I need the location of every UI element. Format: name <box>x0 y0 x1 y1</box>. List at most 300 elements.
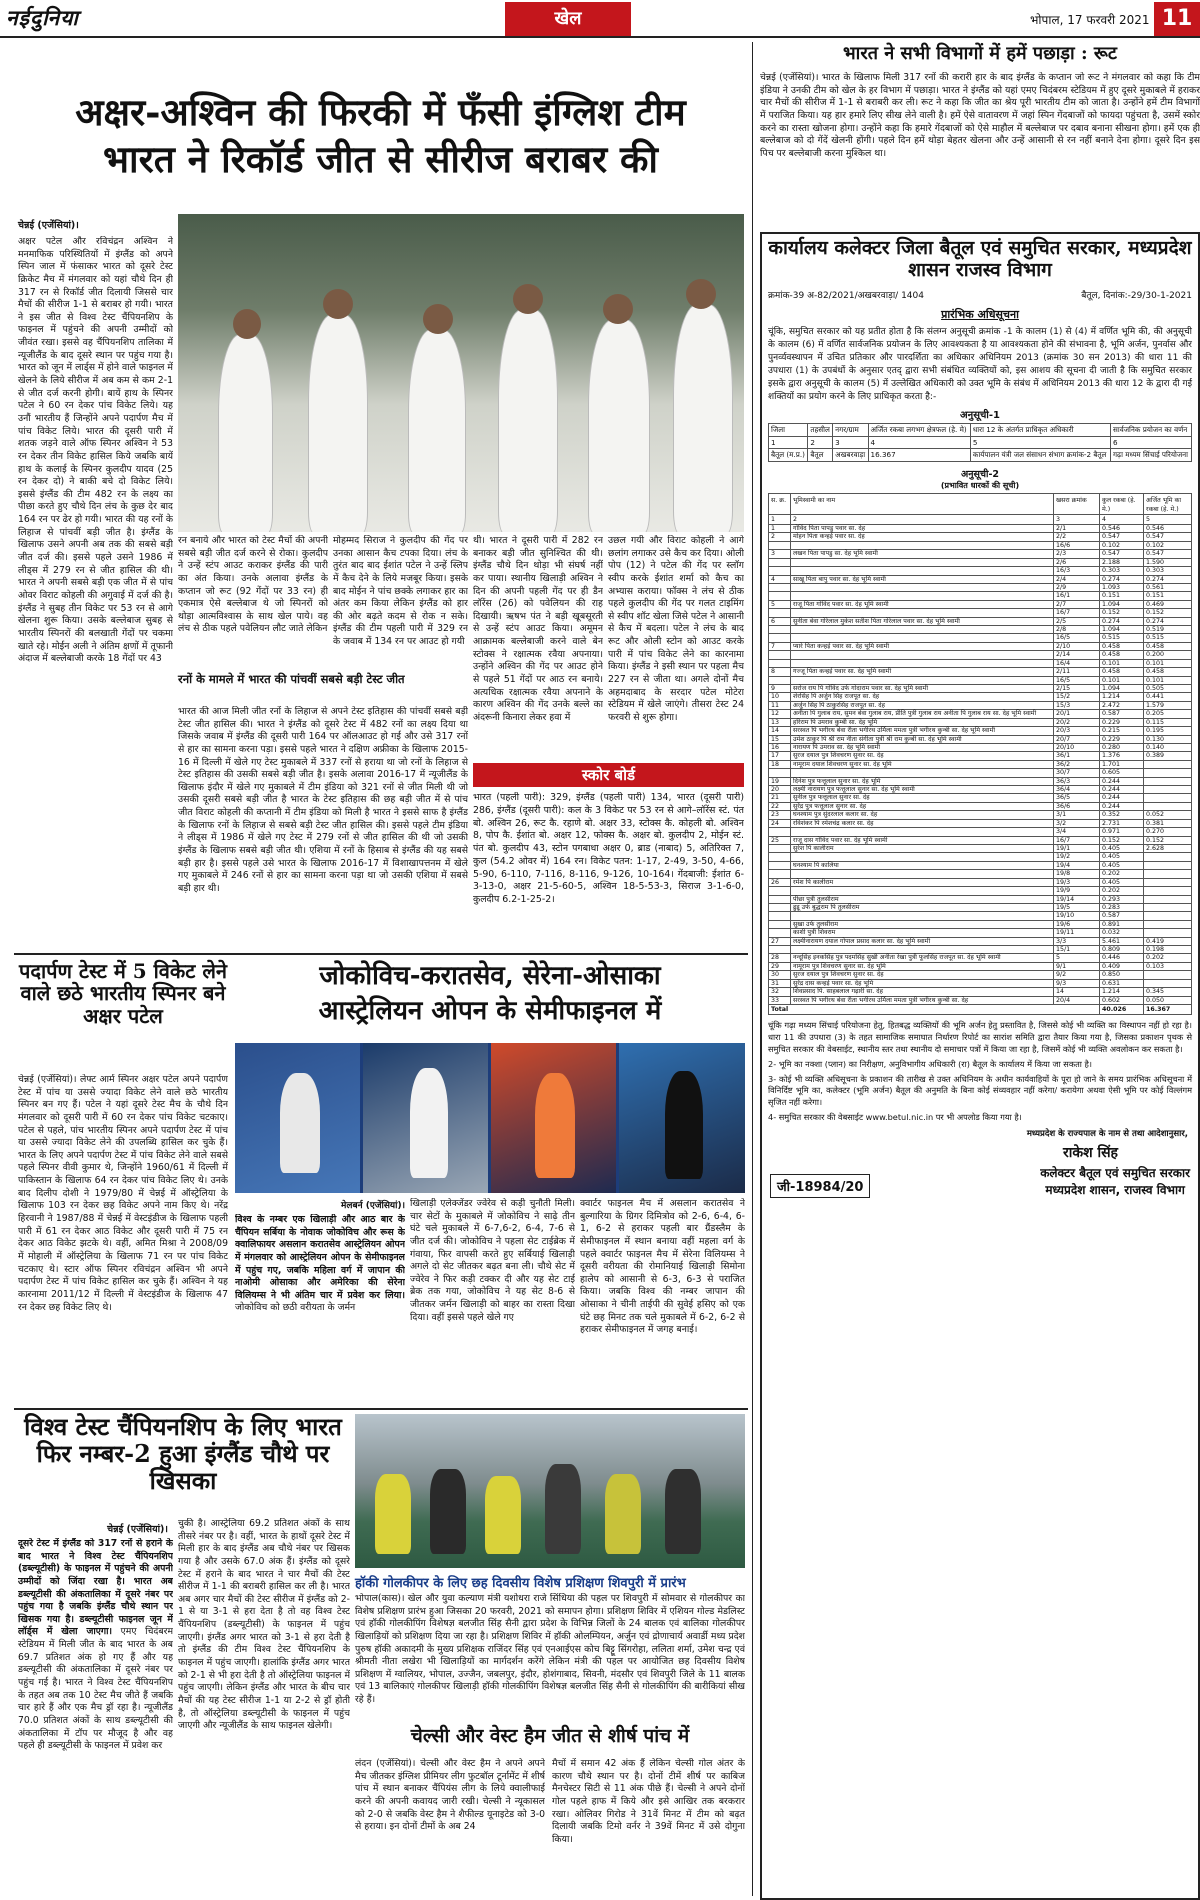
table-cell: 0.547 <box>1144 533 1192 541</box>
table-cell <box>769 895 791 903</box>
table-cell: 0.152 <box>1100 609 1144 617</box>
table-cell: 0.605 <box>1100 769 1144 777</box>
table-cell: सरस्वत पि भगीरथ बेवा रीता भगीरथ उर्मिला ममता पुत्री भगीरथ कुन्बी सा. देह <box>791 996 1054 1004</box>
schedule1-value-cell: गढ़ा मध्यम सिंचाई परियोजना <box>1110 448 1191 461</box>
table-row <box>769 887 1192 895</box>
divider <box>14 1408 748 1410</box>
table-cell: 1.701 <box>1100 760 1144 768</box>
table-cell: 36/4 <box>1054 786 1100 794</box>
table-row <box>769 836 1192 844</box>
table-cell: 0.115 <box>1144 718 1192 726</box>
table-cell <box>791 592 1054 600</box>
table-row <box>769 676 1192 684</box>
lead-byline: चेन्नई (एजेंसियां)। <box>18 220 79 231</box>
table-cell: 0.152 <box>1144 836 1192 844</box>
notice-para4: 4- समुचित सरकार की वेबसाईट www.betul.nic.in पर भी अपलोड किया गया है। <box>768 1112 1022 1123</box>
table-cell <box>1144 760 1192 768</box>
table-cell: 0.102 <box>1144 541 1192 549</box>
table-cell: 16/1 <box>1054 592 1100 600</box>
table-cell: सुनील पुत्र फत्तूलाल सुनार सा. देह <box>791 794 1054 802</box>
table-cell: 5 <box>769 600 791 608</box>
table-cell: 0.152 <box>1144 609 1192 617</box>
table-cell: 0.102 <box>1100 541 1144 549</box>
lead-column-4: थी। भारत ने दूसरी पारी में 282 रन बनाकर बड़ी जीत सुनिश्चित की थी। इंग्लैंड चौथे दिन थोड़ा भी संघर्ष नहीं कर पाया। स्थानीय खिलाड़ी अश्विन ने दिन की अपनी पहली गेंद पर ही डैन लॉरेंस (26) को पवेलियन की राह दिखायी। ऋषभ पंत ने बड़ी खूबसूरती से उन्हें स्टंप आउट किया। अमूमन आक्रामक बल्लेबाजी करने वाले बेन स्टोक्स ने रक्षात्मक रवैया अपनाया। उन्होंने अश्विन की गेंद पर आउट होने से पहले 51 गेंदों पर आठ रन बनाये। अत्यधिक रक्षात्मक रवैया अपनाने के कारण अश्विन की गेंद उनके बल्ले का अंदरूनी किनारा लेकर हवा में <box>473 535 603 723</box>
table-cell <box>769 583 791 591</box>
table-cell <box>769 567 791 575</box>
patel-headline: पदार्पण टेस्ट में 5 विकेट लेने वाले छठे भारतीय स्पिनर बने अक्षर पटेल <box>18 959 227 1028</box>
tennis-column-2: खिलाड़ी एलेक्जेंडर ज्वेरेव से कड़ी चुनौती मिली। चार सेटों के मुकाबले में जोकोविच ने साढ़े तीन घंटे चले मुकाबले में 6-7,6-2, 6-4, 7-6 से जीत दर्ज की। जोकोविच ने पहला सेट टाईब्रेक में गंवाया, फिर वापसी करते हुए सर्बियाई खिलाड़ी अगले दो सेट जीतकर बढ़त बना ली। चौथे सेट में ज्वेरेव ने फिर कड़ी टक्कर दी और यह सेट टाई ब्रेक तक गया, जोकोविच ने यह सेट 8-6 से जीतकर जर्मन खिलाड़ी को बाहर का रास्ता दिखा दिया। वहीं इससे पहले खेले गए <box>410 1198 575 1323</box>
table-cell: 2/3 <box>1054 550 1100 558</box>
table-cell: शेरसिंह पि अर्जुन सिंह राजपूत सा. देह <box>791 693 1054 701</box>
wtc-column-1-rest: एमए चिदंबरम स्टेडियम में मिली जीत के बाद भारत के अब 69.7 प्रतिशत अंक हो गए हैं और यह डब्ल्यूटीसी की अंकतालिका में दूसरे नंबर पर पहुंच गई है। भारत ने विश्व टेस्ट चैंपियनशिप के तहत अब तक 10 टेस्ट मैच जीते हैं जबकि चार हारे हैं और एक मैच ड्रॉ रहा है। न्यूजीलैंड 70.0 प्रतिशत अंकों के साथ डब्ल्यूटीसी की अंकतालिका में टॉप पर मौजूद है और वह पहले ही डब्ल्यूटीसी के फाइनल में प्रवेश कर <box>18 1626 173 1752</box>
table-row <box>769 735 1192 743</box>
tennis-column-3: क्वार्टर फाइनल मैच में असलान करातसेव ने बुल्गारिया के ग्रिगर दिमित्रोव को 2-6, 6-4, 6-1, 6-2 से हराकर पहली बार ग्रैंडस्लैम के सेमीफाइनल में स्थान बनाया वहीं महला वर्ग के पहले क्वार्टर फाइनल मैच में सेरेना विलियम्स ने दूसरी वरीयता की रोमानियाई खिलाड़ी सिमोना हालेप को आसानी से 6-3, 6-3 से पराजित किया। जबकि विश्व की नम्बर जापान की ओसाका ने चीनी ताईपी की सुवेई हसिए को एक घंटे छह मिनट तक चले मुकाबले में 6-2, 6-2 से हराकर सेमीफाइनल में जगह बनाई। <box>580 1198 745 1336</box>
table-cell: 2/11 <box>1054 668 1100 676</box>
table-cell <box>791 567 1054 575</box>
table-row <box>769 811 1192 819</box>
table-cell: 0.602 <box>1100 996 1144 1004</box>
table-cell <box>791 676 1054 684</box>
table-cell <box>769 887 791 895</box>
table-row <box>769 684 1192 692</box>
table-cell <box>769 676 791 684</box>
table-cell: 27 <box>769 937 791 945</box>
chelsea-column-1: लंदन (एजेंसियां)। चेल्सी और वेस्ट हैम ने अपने अपने मैच जीतकर इंग्लिश प्रीमियर लीग फुटबॉल टूर्नामेंट में शीर्ष पांच में स्थान बनाकर चैंपियंस लीग के लिये क्वालीफाई करने की अपनी कवायद जारी रखी। चेल्सी ने न्यूकासल को 2-0 से जबकि वेस्ट हैम ने शैफील्ड यूनाइटेड को 3-0 से हराया। इन दोनों टीमों के अब 24 <box>355 1758 545 1833</box>
schedule1-header-cell: सार्वजनिक प्रयोजन का वर्णन <box>1110 423 1191 436</box>
chelsea-headline: चेल्सी और वेस्ट हैम जीत से शीर्ष पांच में <box>410 1725 690 1747</box>
table-row <box>769 617 1192 625</box>
table-cell: 1.579 <box>1144 701 1192 709</box>
table-row <box>769 710 1192 718</box>
schedule2-number-cell: 1 <box>769 514 791 524</box>
table-cell <box>769 920 791 928</box>
notice-ref-date: बैतूल, दिनांक:-29/30-1-2021 <box>1081 290 1192 301</box>
notice-signature-name: राकेश सिंह <box>1062 1145 1118 1162</box>
table-cell: काशी पुत्री शिवराम <box>791 929 1054 937</box>
table-row <box>769 693 1192 701</box>
table-cell: सरोज राय पि गोविंद उर्फ गोदाराम पवार सा. देह भूमि स्वामी <box>791 684 1054 692</box>
table-cell: नारायण पि उमराव सा. देह भूमि स्वामी <box>791 743 1054 751</box>
table-cell <box>769 912 791 920</box>
table-cell: 14 <box>1054 988 1100 996</box>
schedule1-number-cell: 1 <box>769 436 808 448</box>
table-cell: 0.229 <box>1100 718 1144 726</box>
table-cell: दिनेश पुत्र फत्तूलाल सुनार सा. देह भूमि <box>791 777 1054 785</box>
lead-column-1: अक्षर पटेल और रविचंद्रन अश्विन ने मनमाफिक परिस्थितियों में इंग्लैंड को अपने स्पिन जाल में फंसाकर भारत को दूसरे टेस्ट क्रिकेट मैच में मंगलवार को यहां चौथे दिन ही 317 रन से रिकॉर्ड जीत दिलायी जिससे चार मैचों की सीरीज 1-1 से बराबर हो गयी। भारत ने इस जीत से विश्व टेस्ट चैंपियनशिप के फाइनल में पहुंचने की अपनी उम्मीदों को जीवंत रखा। इससे वह चैंपियनशिप तालिका में न्यूजीलैंड के बाद दूसरे स्थान पर पहुंच गया है। भारत को जून में लार्ड्स में होने वाले फाइनल में खेलने के लिये सीरीज में अब कम से कम 2-1 से जीत दर्ज करनी होगी। बायें हाथ के स्पिनर पटेल ने 60 रन देकर पांच विकेट लिये। यह उनौं भारतीय हैं जिन्होंने अपने पदार्पण मैच में पांच विकेट लिये। भारत की दूसरी पारी में शतक जड़ने वाले ऑफ स्पिनर अश्विन ने 53 रन देकर तीन विकेट हासिल किये जबकि बायें हाथ के कलाई के स्पिनर कुलदीप यादव (25 रन देकर दो) ने बाकी बचे दो विकेट लिये। इससे इंग्लैंड की टीम 482 रन के लक्ष्य का पीछा करते हुए चौथे दिन लंच के कुछ देर बाद 164 रन पर ढेर हो गयी। भारत की यह रनों के लिहाज से पांचवीं बड़ी जीत है। इंग्लैंड के खिलाफ उसने अपनी अब तक की सबसे बड़ी जीत दर्ज की। इससे पहले उसने 1986 में लीड्स में 279 रन से जीत हासिल की थी। भारत ने अपनी सबसे बड़ी एक जीत में से पांच ओवर विराट कोहली की अगुवाई में दर्ज की है। इंग्लैंड ने सुबह तीन विकेट पर 53 रन से आगे खेलना शुरू किया। उसके बल्लेबाज सुबह से भारतीय स्पिनरों की बलखाती गेंदों पर चकमा खाते रहे। मोईन अली ने अंतिम क्षणों में तूफानी अंदाज में बल्लेबाजी करके 18 गेंदों पर 43 <box>18 236 173 665</box>
table-cell: 28 <box>769 954 791 962</box>
table-cell: 0.850 <box>1100 971 1144 979</box>
table-cell <box>791 609 1054 617</box>
table-cell: 0.244 <box>1100 777 1144 785</box>
table-cell <box>1144 769 1192 777</box>
lead-headline-line2: भारत ने रिकॉर्ड जीत से सीरीज बराबर की <box>102 137 659 182</box>
table-cell: 0.458 <box>1100 668 1144 676</box>
table-cell <box>769 903 791 911</box>
divider <box>752 42 753 1896</box>
table-cell: 20/4 <box>1054 996 1100 1004</box>
table-cell <box>1144 777 1192 785</box>
table-cell: 9/1 <box>1054 962 1100 970</box>
table-cell <box>769 659 791 667</box>
table-cell: 7 <box>769 642 791 650</box>
table-row <box>769 524 1192 532</box>
table-cell: नन्दूसिंह इनकसिंह पुत्र पदमसिंह सुखी अनीता रेखा पुत्री फूलसिंह राजपूत सा. देह भूमि स्वामी <box>791 954 1054 962</box>
table-cell <box>1144 878 1192 886</box>
table-cell: 19/8 <box>1054 870 1100 878</box>
schedule2-subtitle: (प्रभावित धारकों की सूची) <box>940 480 1020 490</box>
table-cell: 19/6 <box>1054 920 1100 928</box>
table-cell: साखू पिता बापु पवार सा. देह भूमि स्वामी <box>791 575 1054 583</box>
table-cell: 2/10 <box>1054 642 1100 650</box>
table-cell <box>791 946 1054 954</box>
table-cell: 0.303 <box>1100 567 1144 575</box>
table-cell: 0.971 <box>1100 828 1144 836</box>
table-row <box>769 802 1192 810</box>
table-cell: 12 <box>769 710 791 718</box>
table-cell: सुरेंद्र पुत्र फत्तूलाल सुनार सा. देह <box>791 802 1054 810</box>
table-cell: 30/7 <box>1054 769 1100 777</box>
table-cell: 2/14 <box>1054 651 1100 659</box>
hockey-training-photo <box>355 1414 745 1568</box>
table-cell <box>791 887 1054 895</box>
table-cell: 3/4 <box>1054 828 1100 836</box>
table-row <box>769 575 1192 583</box>
tennis-lead-bold: विश्व के नम्बर एक खिलाड़ी और आठ बार के चैंपियन सर्बिया के नोवाक जोकोविच और रूस के क्वालिफायर असलान करातसेव आस्ट्रेलियन ओपन में मंगलवार को आस्ट्रेलियन ओपन के सेमीफाइनल में पहुंच गए, जबकि महिला वर्ग में जापान की नाओमी ओसाका और अमेरिका की सेरेना विलियम्स ने भी अंतिम चार में प्रवेश कर लिया। <box>235 1214 405 1301</box>
table-cell: 0.140 <box>1144 743 1192 751</box>
table-cell <box>791 659 1054 667</box>
table-row <box>769 752 1192 760</box>
table-cell: 30 <box>769 971 791 979</box>
table-cell: मोहन पिता कन्हई पवार सा. देह <box>791 533 1054 541</box>
schedule1-value-cell: बैतूल (म.प्र.) <box>769 448 808 461</box>
table-cell: 16 <box>769 743 791 751</box>
divider <box>14 953 748 955</box>
table-cell: 2/2 <box>1054 533 1100 541</box>
table-cell: 19/4 <box>1054 861 1100 869</box>
table-cell: 19/2 <box>1054 853 1100 861</box>
tennis-players-photo <box>235 1043 745 1193</box>
table-cell: 2/6 <box>1054 558 1100 566</box>
table-cell: 1.094 <box>1100 684 1144 692</box>
table-cell: 0.505 <box>1144 684 1192 692</box>
schedule2-number-cell: 5 <box>1144 514 1192 524</box>
tennis-headline-line1: जोकोविच-करातसेव, सेरेना-ओसाका <box>319 961 661 991</box>
notice-job-number: जी-18984/20 <box>770 1174 870 1198</box>
table-cell: 0.405 <box>1100 878 1144 886</box>
table-cell: 0.458 <box>1100 642 1144 650</box>
table-cell: 0.587 <box>1100 710 1144 718</box>
table-row <box>769 651 1192 659</box>
table-row <box>769 718 1192 726</box>
table-cell: 20/2 <box>1054 718 1100 726</box>
table-cell: रविशंकर पि रमेशचंद्र कलार सा. देह <box>791 819 1054 827</box>
table-cell: 0.419 <box>1144 937 1192 945</box>
schedule1-value-cell: कार्यपालन यंत्री जल संसाधन संभाग क्रमांक-2 बैतूल <box>970 448 1110 461</box>
table-cell: 0.244 <box>1100 794 1144 802</box>
hockey-body: भोपाल(कास)। खेल और युवा कल्याण मंत्री यशोधरा राजे सिंधिया की पहल पर शिवपुरी में सोमवार से गोलकीपर का विशेष प्रशिक्षण प्रारंभ हुआ जिसका 20 फरवरी, 2021 को समापन होगा। प्रशिक्षण शिविर में एशियन गोल्ड मेडलिस्ट एवं हॉकी गोलकीपिंग विशेषज्ञ बलजीत सिंह सैनी द्वारा प्रदेश के विभिन्न जिलों के 24 बालक एवं बालिका गोलकीपर खिलाड़ियों को प्रशिक्षण दिया जा रहा है। प्रशिक्षण शिविर में हॉकी ओलम्पियन, अर्जुन एवं द्रोणाचार्य अवार्डी मध्य प्रदेश पुरुष हॉकी अकादमी के मुख्य प्रशिक्षक राजिंदर सिंह एवं एनआईएस कोच बिट्टू सिंगरोहा, ललिता शर्मा, उमेश चन्द्र एवं श्रीमती नीता लखेरा भी खिलाड़ियों का मार्गदर्शन करेंगे लेकिन मंत्री की पहल पर आयोजित छह दिवसीय विशेष प्रशिक्षण में ग्वालियर, भोपाल, उज्जैन, जबलपुर, इंदौर, होशंगाबाद, सिवनी, मंदसौर एवं शिवपुरी जिले के 11 बालक एवं 13 बालिकाएं गोलकीपर खिलाड़ी हॉकी गोलकीपिंग विशेषज्ञ बलजीत सिंह सैनी से गोलकीपिंग की बारीकियां सीख रहे हैं। <box>355 1593 745 1706</box>
table-cell: 36/1 <box>1054 752 1100 760</box>
schedule1-table <box>768 423 1192 462</box>
table-cell: 0.244 <box>1100 786 1144 794</box>
table-cell: 2/4 <box>1054 575 1100 583</box>
table-cell <box>791 541 1054 549</box>
table-cell: 10 <box>769 693 791 701</box>
table-cell: शिवप्रसाद पि. साहबलाल गढ़ारी सा. देह <box>791 988 1054 996</box>
table-cell: रमेश पि कालीराम <box>791 878 1054 886</box>
schedule1-header-cell: जिला <box>769 423 808 436</box>
table-cell <box>791 828 1054 836</box>
table-cell: 0.151 <box>1100 592 1144 600</box>
table-cell: 0.293 <box>1100 895 1144 903</box>
table-cell: 32 <box>769 988 791 996</box>
table-cell: 2.731 <box>1100 819 1144 827</box>
table-cell: 0.458 <box>1100 651 1144 659</box>
table-cell: 19 <box>769 777 791 785</box>
tennis-lead-rest: जोकोविच को छठी वरीयता के जर्मन <box>235 1302 356 1314</box>
schedule1-header-cell: अर्जित रकबा लगभग क्षेत्रफल (हे. मे) <box>868 423 970 436</box>
table-row <box>769 937 1192 945</box>
table-cell <box>769 634 791 642</box>
table-cell <box>769 853 791 861</box>
table-cell: 0.152 <box>1100 836 1144 844</box>
table-row <box>769 567 1192 575</box>
schedule2-header-cell: अर्जित भूमि का रकबा (हे. मे.) <box>1144 493 1192 514</box>
table-cell: 0.405 <box>1100 861 1144 869</box>
table-cell: 0.270 <box>1144 828 1192 836</box>
table-cell: 0.198 <box>1144 946 1192 954</box>
schedule1-value-cell: बैतूल <box>808 448 833 461</box>
chelsea-column-2: मैचों में समान 42 अंक हैं लेकिन चेल्सी गोल अंतर के कारण चौथे स्थान पर है। दोनों टीमें शीर्ष पर काबिज मैनचेस्टर सिटी से 11 अंक पीछे हैं। चेल्सी ने अपने दोनों गोल पहले हाफ में किये और इसे आखिर तक बरकरार रखा। ओलिवर गिरोड ने 31वें मिनट में टीम को बढ़त दिलायी जबकि टिमो वर्नर ने 39वें मिनट में उसे दोगुना किया। <box>552 1758 745 1845</box>
table-cell: 20/7 <box>1054 735 1100 743</box>
table-cell: 15/1 <box>1054 946 1100 954</box>
table-cell <box>791 769 1054 777</box>
table-cell <box>791 558 1054 566</box>
table-cell: 0.274 <box>1100 575 1144 583</box>
table-cell: 0.283 <box>1100 903 1144 911</box>
table-cell: 0.587 <box>1100 912 1144 920</box>
hockey-headline: हॉकी गोलकीपर के लिए छह दिवसीय विशेष प्रशिक्षण शिवपुरी में प्रारंभ <box>355 1576 686 1591</box>
table-row <box>769 760 1192 768</box>
table-cell: अनीता पि गुलाब राय, सुमन बेवा गुलाब राय, प्रीति पुत्री गुलाब राय अनीता पि गुलाब राय सा. देह भूमि स्वामी <box>791 710 1054 718</box>
table-cell <box>769 651 791 659</box>
table-cell <box>769 769 791 777</box>
table-cell: लक्ष्मी नारायण पुत्र फत्तूलाल सुनार सा. देह भूमि स्वामी <box>791 786 1054 794</box>
table-cell <box>1144 802 1192 810</box>
table-cell <box>1144 903 1192 911</box>
table-cell: 0.469 <box>1144 600 1192 608</box>
lead-headline <box>18 92 743 181</box>
table-cell: 5 <box>1054 954 1100 962</box>
table-row <box>769 996 1192 1004</box>
table-cell: 0.561 <box>1144 583 1192 591</box>
table-cell <box>1144 895 1192 903</box>
table-cell: 19/5 <box>1054 903 1100 911</box>
table-cell: 0.891 <box>1100 920 1144 928</box>
table-cell: 5.461 <box>1100 937 1144 945</box>
table-cell: प्यारे पिता कन्हई पवार सा. देह भूमि स्वामी <box>791 642 1054 650</box>
table-cell: 3/3 <box>1054 937 1100 945</box>
table-row <box>769 962 1192 970</box>
table-cell: 0.101 <box>1100 676 1144 684</box>
table-row <box>769 878 1192 886</box>
table-cell: नामूराम पुत्र शिवचरण सुनार सा. देह भूमि <box>791 962 1054 970</box>
table-cell: 0.195 <box>1144 727 1192 735</box>
table-cell: घनश्याम पि कालिया <box>791 861 1054 869</box>
table-row <box>769 786 1192 794</box>
table-row <box>769 558 1192 566</box>
schedule1-number-cell: 4 <box>868 436 970 448</box>
table-cell: 0.345 <box>1144 988 1192 996</box>
table-cell: 13 <box>769 718 791 726</box>
table-cell: 16/7 <box>1054 836 1100 844</box>
lead-headline-line1: अक्षर-अश्विन की फिरकी में फँसी इंग्लिश टीम <box>75 90 686 134</box>
tennis-headline <box>235 962 745 1026</box>
table-row <box>769 727 1192 735</box>
table-row <box>769 701 1192 709</box>
table-cell: 1.214 <box>1100 693 1144 701</box>
table-cell <box>1144 979 1192 987</box>
table-cell: सुनीता बेवा गोरेलाल मुकेश सतीश पिता गोरेलाल पवार सा. देह भूमि स्वामी <box>791 617 1054 625</box>
table-cell: 3/2 <box>1054 819 1100 827</box>
table-cell: 0.515 <box>1144 634 1192 642</box>
table-cell: 18 <box>769 760 791 768</box>
table-row <box>769 743 1192 751</box>
notice-designation-1: कलेक्टर बैतूल एवं समुचित सरकार <box>1040 1166 1190 1181</box>
table-cell: 15/2 <box>1054 693 1100 701</box>
table-cell: 0.050 <box>1144 996 1192 1004</box>
table-cell: 0.515 <box>1100 634 1144 642</box>
schedule2-header-cell: भूमिस्वामी का नाम <box>791 493 1054 514</box>
schedule2-header-cell: स. क्र. <box>769 493 791 514</box>
table-cell: 0.546 <box>1144 524 1192 532</box>
total-label: Total <box>769 1005 1100 1015</box>
table-row <box>769 954 1192 962</box>
table-cell: अर्जुन सिंह पि ठाकुरसिंह राजपूत सा. देह <box>791 701 1054 709</box>
table-row <box>769 794 1192 802</box>
table-row <box>769 971 1192 979</box>
table-cell: 2.188 <box>1100 558 1144 566</box>
dateline: भोपाल, 17 फरवरी 2021 <box>1030 13 1150 27</box>
table-cell: 2/9 <box>1054 583 1100 591</box>
lead-sub-body: भारत की आज मिली जीत रनों के लिहाज से अपने टेस्ट इतिहास की पांचवीं सबसे बड़ी टेस्ट जीत हासिल की। भारत ने इंग्लैंड को दूसरे टेस्ट में 482 रनों का लक्ष्य दिया था जिसके जवाब में इंग्लैंड की दूसरी पारी 164 पर ऑलआउट हो गई और उसे 317 रनों से हार का सामना करना पड़ा। इससे पहले भारत ने दक्षिण अफ्रीका के खिलाफ 2015-16 में दिल्ली में खेले गए टेस्ट मुकाबले में 337 रनों से हराया था जो रनों के लिहाज से टेस्ट इतिहास की उसकी सबसे बड़ी जीत है। इसके अलावा 2016-17 में न्यूजीलैंड के खिलाफ इंदौर में खेले गए मुकाबले में टीम इंडिया को 321 रनों से जीत मिली थी जो उसकी दूसरी सबसे बड़ी जीत है भारत के टेस्ट इतिहास की छह बड़ी जीत में से पांच जीत विराट कोहली की कप्तानी में टीम इंडिया को मिली है भारत ने इससे साफ है इंग्लैंड के खिलाफ रनों के लिहाज से सबसे बड़ी टेस्ट जीत हासिल की। इससे पहले टीम इंडिया ने लीड्स में 1986 में खेले गए टेस्ट में 279 रनों से जीत हासिल की थी जो उसकी इंग्लैंड के खिलाफ सबसे बड़ी जीत थी। एशिया में रनों के हिसाब से इंग्लैंड की यह सबसे बड़ी हार है। इससे पहले उसे भारत के खिलाफ 2016-17 में विशाखापत्तनम में खेले गए मुकाबले में 246 रनों से हार का सामना करना पड़ा था जो उसकी एशिया में सबसे बड़ी हार थी। <box>178 706 468 894</box>
table-cell: पीछा पुत्री तुलसीराम <box>791 895 1054 903</box>
table-cell <box>791 912 1054 920</box>
table-cell: ढुइू उर्फ बुद्धराम पि तुलसीराम <box>791 903 1054 911</box>
table-cell: 0.458 <box>1144 642 1192 650</box>
table-cell <box>769 861 791 869</box>
table-cell: राजू दास गोविंद पवार सा. देह भूमि स्वामी <box>791 836 1054 844</box>
schedule1-title: अनुसूची-1 <box>960 409 1000 421</box>
table-cell: 36/3 <box>1054 777 1100 785</box>
cricket-celebration-photo <box>178 214 744 532</box>
table-cell: 2.628 <box>1144 845 1192 853</box>
table-cell: 16/6 <box>1054 541 1100 549</box>
table-cell: 0.101 <box>1144 676 1192 684</box>
table-cell: 0.381 <box>1144 819 1192 827</box>
table-cell: 0.202 <box>1144 954 1192 962</box>
table-cell: गज्जू पिता कन्हई पवार सा. देह भूमि स्वामी <box>791 668 1054 676</box>
schedule2-header-cell: कुल रकबा (हे. मे.) <box>1100 493 1144 514</box>
table-row <box>769 626 1192 634</box>
table-cell: 0.631 <box>1100 979 1144 987</box>
table-cell: 4 <box>769 575 791 583</box>
page-number: 11 <box>1154 2 1200 36</box>
table-row <box>769 946 1192 954</box>
table-cell: 20/10 <box>1054 743 1100 751</box>
wtc-headline: विश्व टेस्ट चैंपियनशिप के लिए भारत फिर नम्बर-2 हुआ इंग्लैंड चौथे पर खिसका <box>24 1412 342 1495</box>
table-row <box>769 988 1192 996</box>
table-cell: 16/7 <box>1054 609 1100 617</box>
table-cell: 0.352 <box>1100 811 1144 819</box>
schedule1-header-cell: धारा 12 के अंतर्गत प्राधिकृत अधिकारी <box>970 423 1110 436</box>
table-cell: 11 <box>769 701 791 709</box>
schedule2-title: अनुसूची-2 <box>961 468 999 480</box>
table-cell: 20 <box>769 786 791 794</box>
lead-column-2: रन बनाये और भारत को टेस्ट मैचों की अपनी सबसे बड़ी जीत दर्ज करने से रोका। कुलदीप ने उन्हें स्टंप आउट कराकर इंग्लैंड की पारी का अंत किया। उनके अलावा इंग्लैंड के कप्तान जो रूट (92 गेंदों पर 33 रन) ही एकमात्र ऐसे बल्लेबाज थे जो स्पिनरों को थोड़ा आत्मविश्वास के साथ खेल पाये। वह लंच से ठीक पहले पवेलियन लौट जाते लेकिन <box>178 535 328 635</box>
table-cell: 0.389 <box>1144 752 1192 760</box>
table-cell <box>769 929 791 937</box>
table-cell: 0.052 <box>1144 811 1192 819</box>
schedule1-value-cell: 16.367 <box>868 448 970 461</box>
table-cell: नामूराम दयाल शिवचरण सुनार सा. देह भूमि <box>791 760 1054 768</box>
table-cell: 22 <box>769 802 791 810</box>
notice-intro: चूंकि, समुचित सरकार को यह प्रतीत होता है कि संलग्न अनुसूची क्रमांक -1 के कालम (1) से (4) में वर्णित भूमि की, की अनुसूची के कालम (6) में वर्णित सार्वजनिक प्रयोजन के लिए आवश्यकता है या आवश्यकता होने की संभावना है, भूमि अर्जन, पुनर्वास और पुनर्व्यवस्थापन में उचित प्रतिकार और पारदर्शिता का अधिकार अधिनियम 2013 (क्रमांक 30 सन 2013) की धारा 11 की उपधारा (1) के उपबंधों के अनुसार एतद् द्वारा सभी संबंधित व्यक्तियों को, इस आशय की सूचना दी जाती है कि समुचित सरकार इसके द्वारा अनुसूची के कालम (5) में उल्लेखित अधिकारी को उक्त भूमि के संबंध में अधिनियम 2013 की धारा 12 के द्वारा दी गई शक्तियों का प्रयोग करने के लिए प्राधिकृत करता है:- <box>768 326 1192 402</box>
table-cell <box>1144 971 1192 979</box>
table-cell: उमेश ठाकुर पि श्री राम नीता संगीता पुत्री श्री राम कुन्बी सा. देह भूमि स्वामी <box>791 735 1054 743</box>
table-cell: 23 <box>769 811 791 819</box>
table-cell: 19/11 <box>1054 929 1100 937</box>
table-cell: सरस्वत पि भगीरथ बेवा रीता भगीरथ उर्मिला ममता पुत्री भगीरथ कुन्बी सा. देह भूमि स्वामी <box>791 727 1054 735</box>
schedule2-number-cell: 2 <box>791 514 1054 524</box>
table-cell: 0.215 <box>1100 727 1144 735</box>
table-cell: राजू पिता गोविंद पवार सा. देह भूमि स्वामी <box>791 600 1054 608</box>
schedule1-number-cell: 2 <box>808 436 833 448</box>
table-row <box>769 659 1192 667</box>
schedule2-table <box>768 493 1192 1015</box>
table-cell <box>1144 929 1192 937</box>
schedule1-header-cell: तहसील <box>808 423 833 436</box>
table-row <box>769 642 1192 650</box>
table-cell <box>791 853 1054 861</box>
table-cell: 0.202 <box>1100 887 1144 895</box>
table-cell <box>1144 912 1192 920</box>
table-cell: 0.405 <box>1100 853 1144 861</box>
table-cell <box>791 626 1054 634</box>
table-cell: 16/4 <box>1054 659 1100 667</box>
table-row <box>769 870 1192 878</box>
total-area: 40.026 <box>1100 1005 1144 1015</box>
table-cell: 36/2 <box>1054 760 1100 768</box>
lead-subheadline: रनों के मामले में भारत की पांचवीं सबसे बड़ी टेस्ट जीत <box>178 672 405 686</box>
table-row <box>769 583 1192 591</box>
table-cell: 2 <box>769 533 791 541</box>
table-cell: 21 <box>769 794 791 802</box>
table-cell: लखन पिता पापडु सा. देह भूमि स्वामी <box>791 550 1054 558</box>
table-cell: 1.094 <box>1100 626 1144 634</box>
table-cell: 2/7 <box>1054 600 1100 608</box>
schedule1-number-cell: 5 <box>970 436 1110 448</box>
table-cell: 31 <box>769 979 791 987</box>
total-acquired: 16.367 <box>1144 1005 1192 1015</box>
table-cell: 9 <box>769 684 791 692</box>
table-row <box>769 819 1192 827</box>
table-cell: 36/6 <box>1054 802 1100 810</box>
schedule1-header-cell: नगर/ग्राम <box>833 423 868 436</box>
scoreboard-text: भारत (पहली पारी): 329, इंग्लैंड (पहली पारी) 134, भारत (दूसरी पारी) 286, इंग्लैंड (दूसरी पारी): कल के 3 विकेट पर 53 रन से आगे–लॉरेंस स्टं. पंत बो. अश्विन 26, रूट कै. रहाणे बो. अक्षर 33, स्टोक्स कै. कोहली बो. अश्विन 8, पोप कै. ईशांत बो. अक्षर 12, फोक्स कै. अक्षर बो. कुलदीप 2, मोईन स्टं. पंत बो. कुलदीप 43, स्टोन पगबाधा अक्षर 0, ब्राड (नाबाद) 5, अतिरिक्त 7, कुल (54.2 ओवर में) 164 रन। विकेट पतन: 1-17, 2-49, 3-50, 4-66, 5-90, 6-110, 7-116, 8-116, 9-126, 10-164। गेंदबाजी: ईशांत 6-3-13-0, अक्षर 21-5-60-5, अश्विन 18-5-53-3, सिराज 3-1-6-0, कुलदीप 6.2-1-25-2। <box>473 792 744 906</box>
wtc-lead-bold: दूसरे टेस्ट में इंग्लैंड को 317 रनों से हराने के बाद भारत ने विश्व टेस्ट चैंपियनशिप (डब्ल्यूटीसी) के फाइनल में पहुंचने की अपनी उम्मीदों को जिंदा रखा है। भारत अब डब्ल्यूटीसी की अंकतालिका में दूसरे नंबर पर पहुंच गया है जबकि इंग्लैंड चौथे स्थान पर खिसक गया है। डब्ल्यूटीसी फाइनल जून में लॉर्ड्स में खेला जाएगा। <box>18 1538 173 1638</box>
table-cell: 0.547 <box>1100 533 1144 541</box>
table-cell: 0.130 <box>1144 735 1192 743</box>
